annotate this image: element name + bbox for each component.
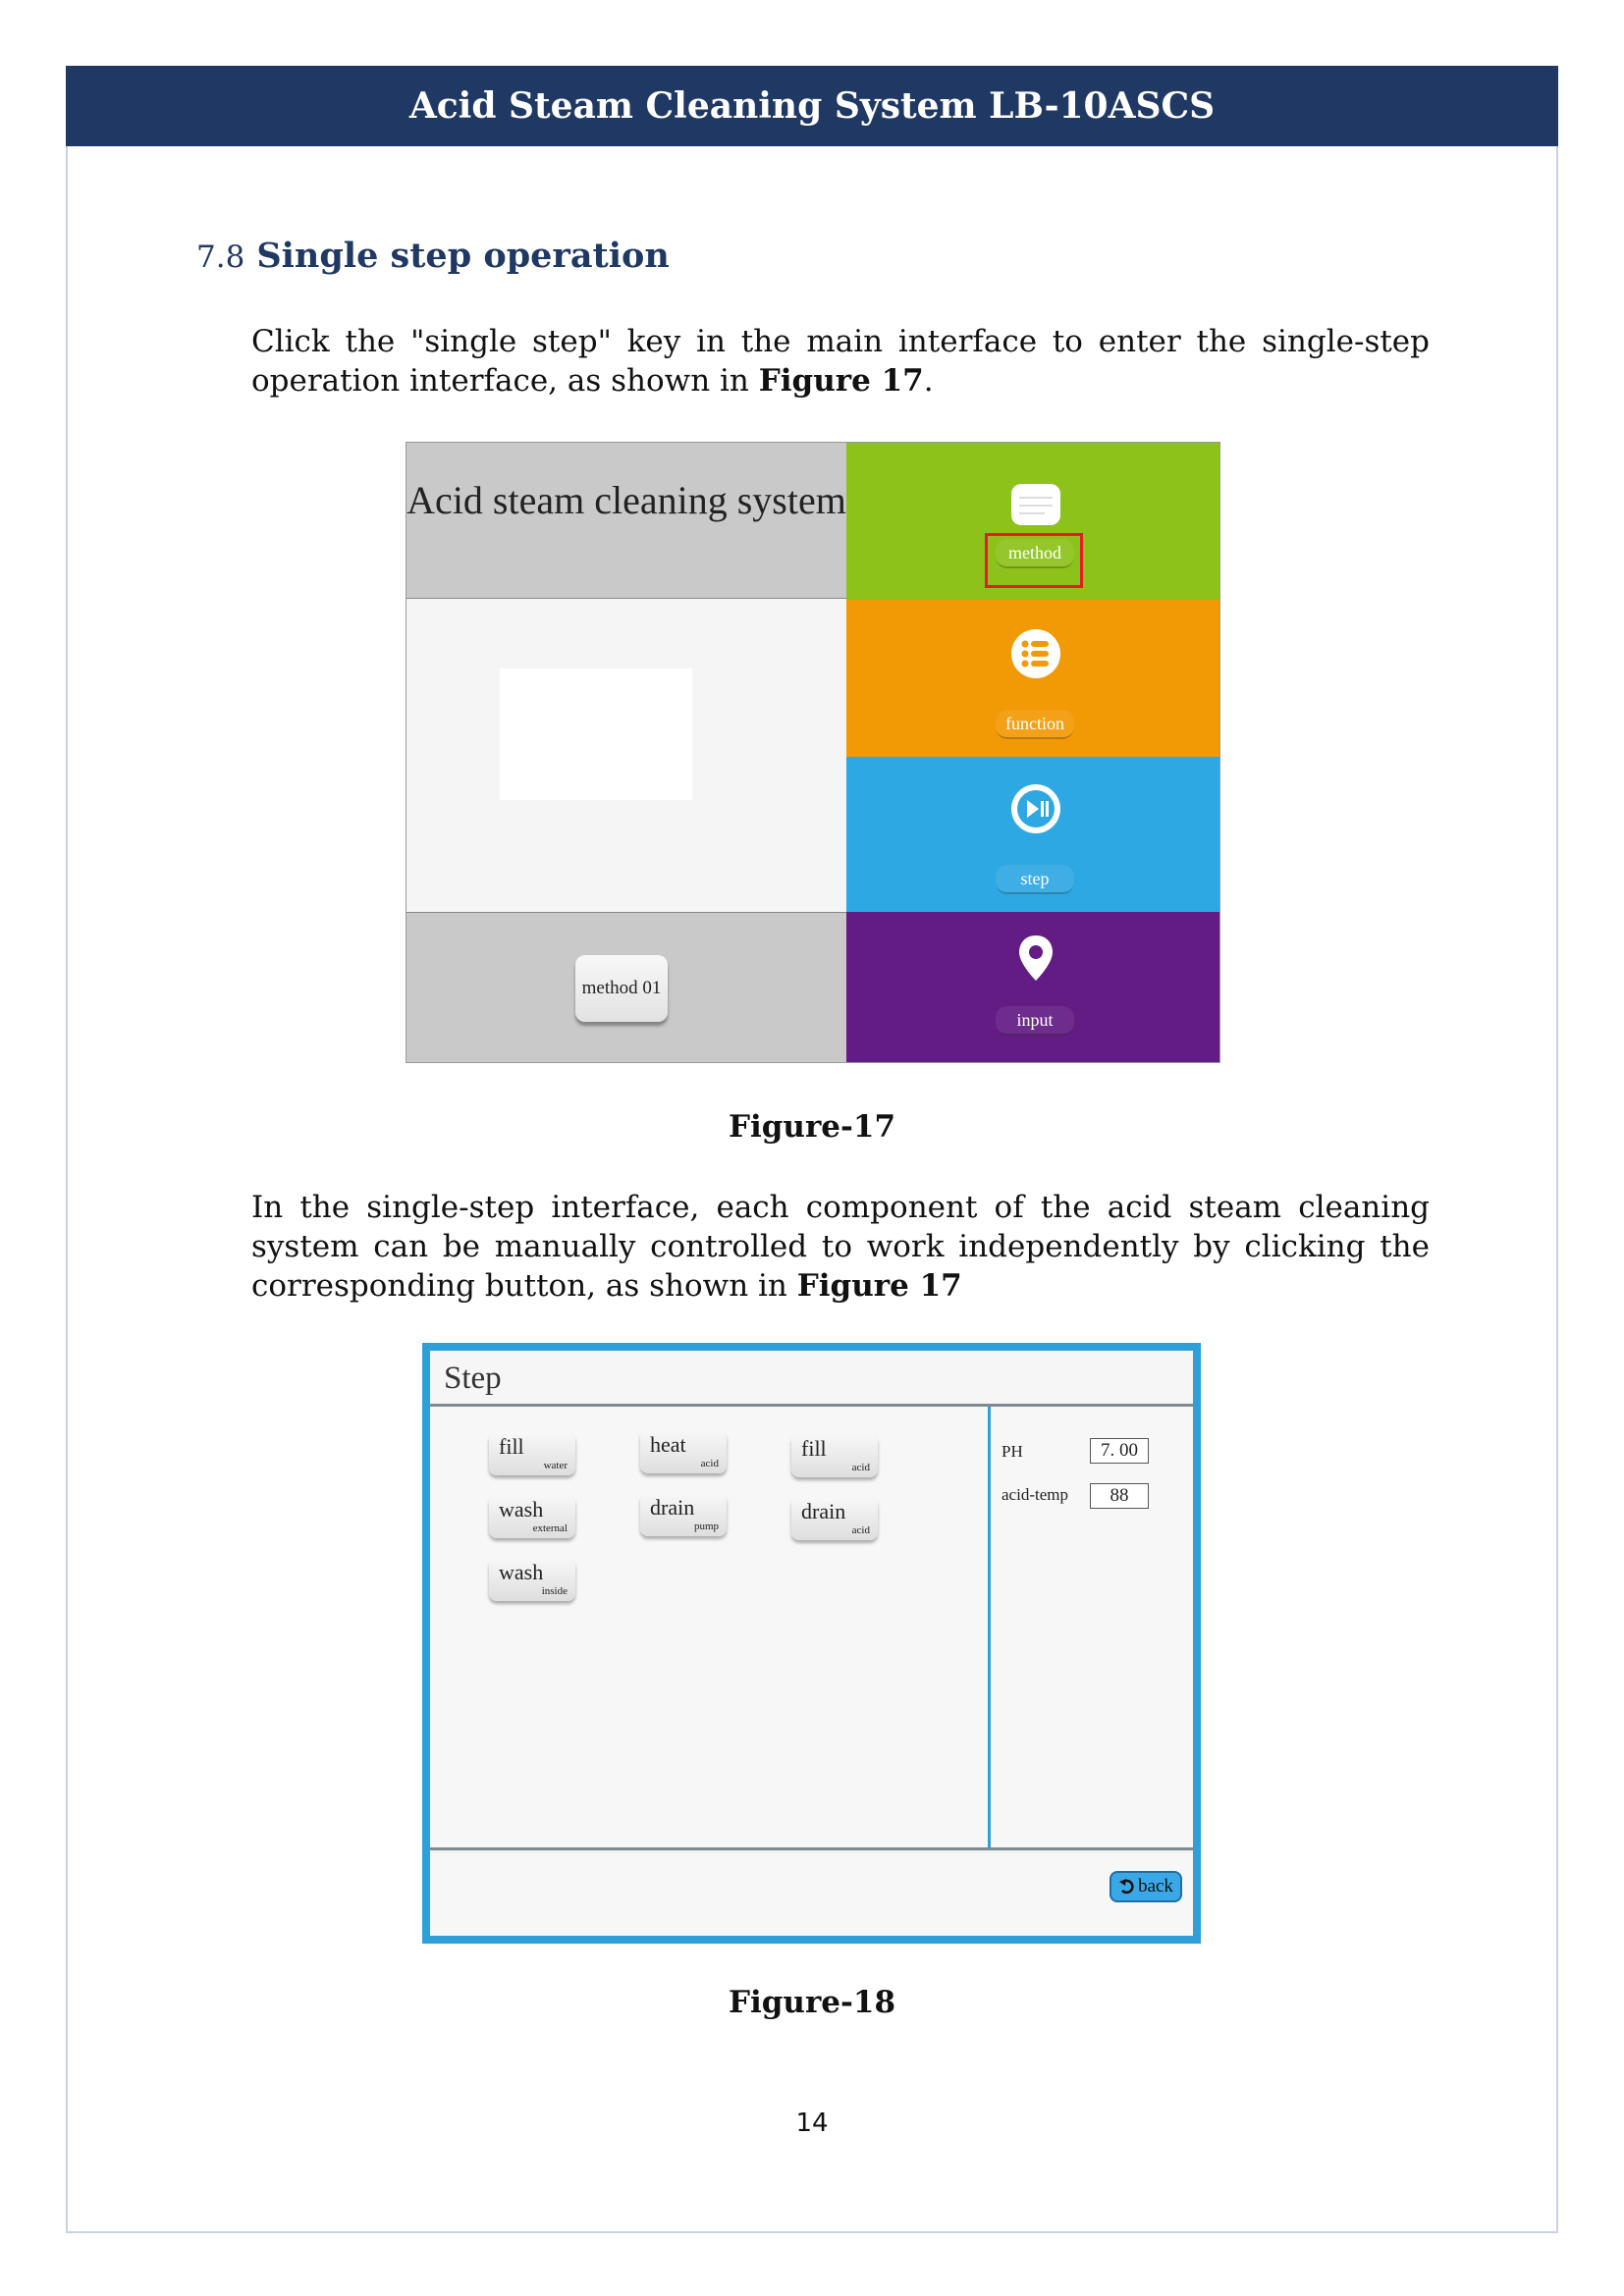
step-footer (430, 1853, 1193, 1936)
figure-18-step-interface (422, 1343, 1201, 1944)
function-button[interactable]: function (996, 710, 1074, 739)
step-text: In the single-step interface, each component of the acid steam cleaning system can be manually controlled to work independently by clicking the corresponding button, as shown in (251, 1190, 1430, 1304)
document-header (66, 66, 1558, 146)
document-title: Acid Steam Cleaning System LB-10ASCS (408, 85, 1216, 127)
back-button[interactable] (1110, 1871, 1182, 1902)
heat-acid-button[interactable] (640, 1430, 727, 1473)
button-sublabel: acid (851, 1524, 870, 1536)
button-sublabel: external (532, 1522, 568, 1534)
step-title: Step (444, 1361, 502, 1396)
intro-paragraph (251, 322, 1430, 400)
intro-text: Click the "single step" key in the main interface to enter the single-step operation interface, as shown in (251, 324, 1430, 399)
tile-input[interactable] (846, 912, 1220, 1063)
tile-method[interactable] (846, 443, 1220, 600)
figure-reference: Figure 17 (758, 363, 924, 399)
acid-temp-label: acid-temp (1001, 1485, 1068, 1504)
button-label: heat (650, 1432, 686, 1457)
figure-reference: Figure 17 (796, 1268, 962, 1304)
button-label: wash (499, 1560, 544, 1584)
button-label: wash (499, 1497, 544, 1522)
location-pin-icon (1009, 932, 1062, 985)
fill-water-button[interactable] (489, 1432, 575, 1475)
figure-17-main-interface (406, 442, 1220, 1063)
list-icon (1009, 627, 1062, 680)
button-sublabel: acid (700, 1458, 719, 1469)
step-controls-panel (430, 1407, 1193, 1850)
play-pause-icon (1009, 782, 1062, 835)
intro-text-end: . (923, 363, 934, 399)
step-title-bar (430, 1351, 1193, 1407)
button-sublabel: water (543, 1460, 568, 1471)
button-label: drain (650, 1495, 695, 1520)
page-number: 14 (795, 2109, 829, 2138)
button-sublabel: pump (693, 1521, 719, 1532)
section-number: 7.8 (196, 240, 245, 275)
button-sublabel: inside (541, 1585, 568, 1597)
tile-function[interactable] (846, 600, 1220, 757)
blank-display-area (500, 668, 692, 800)
section-title: Single step operation (256, 236, 670, 276)
method-button[interactable]: method (996, 539, 1074, 568)
fill-acid-button[interactable] (791, 1434, 878, 1477)
drain-acid-button[interactable] (791, 1497, 878, 1540)
ph-value: 7. 00 (1090, 1438, 1149, 1464)
section-heading (196, 236, 670, 276)
figure-18-caption: Figure-18 (728, 1985, 896, 2020)
button-label: fill (499, 1434, 524, 1459)
step-button[interactable]: step (996, 865, 1074, 894)
drain-pump-button[interactable] (640, 1493, 727, 1536)
figure-17-caption: Figure-17 (728, 1109, 896, 1145)
wash-external-button[interactable] (489, 1495, 575, 1538)
panel-divider (988, 1407, 991, 1847)
step-window (430, 1351, 1193, 1936)
back-label: back (1138, 1876, 1173, 1896)
back-arrow-icon (1118, 1878, 1136, 1896)
button-label: fill (801, 1436, 827, 1461)
ph-label: PH (1001, 1442, 1023, 1461)
tile-step[interactable] (846, 757, 1220, 912)
input-button[interactable]: input (996, 1006, 1074, 1036)
system-title: Acid steam cleaning system (406, 478, 846, 522)
button-sublabel: acid (851, 1462, 870, 1473)
document-icon (1009, 478, 1062, 531)
method-01-button[interactable]: method 01 (575, 955, 668, 1022)
button-label: drain (801, 1499, 846, 1523)
wash-inside-button[interactable] (489, 1558, 575, 1601)
step-paragraph (251, 1188, 1430, 1306)
method-panel (406, 912, 847, 1063)
acid-temp-value: 88 (1090, 1483, 1149, 1509)
system-title-panel (406, 443, 847, 599)
